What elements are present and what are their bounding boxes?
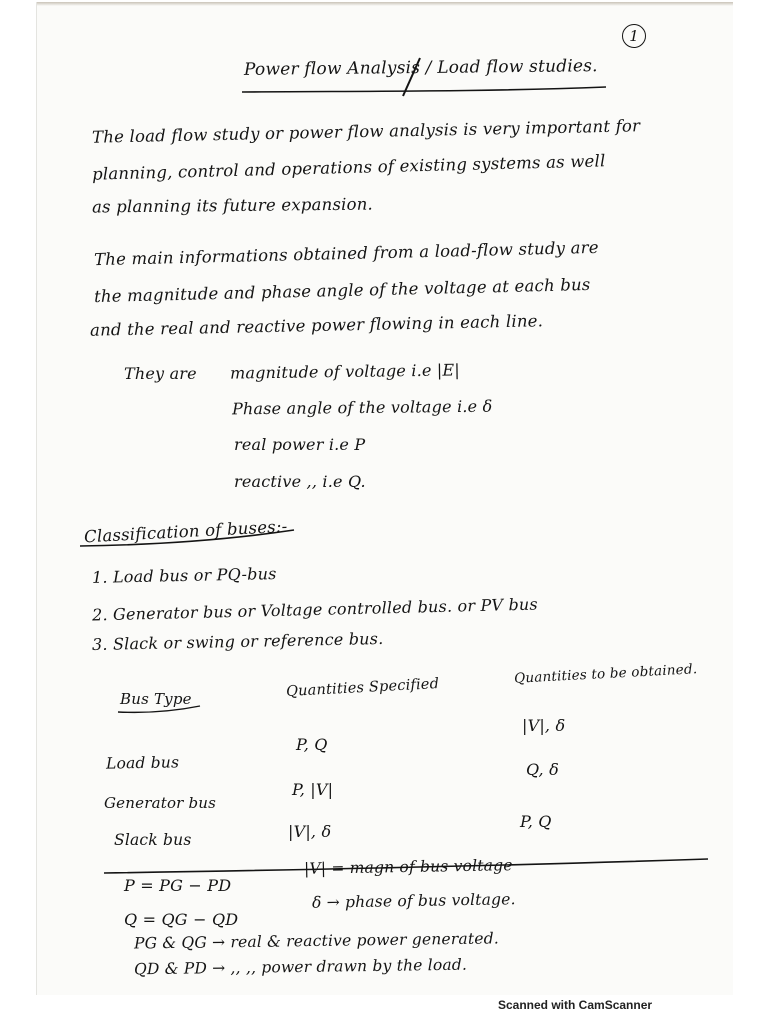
page-number: 1	[622, 24, 646, 48]
table-cell: |V|, δ	[522, 716, 566, 735]
page-title: Power flow Analysis / Load flow studies.	[243, 56, 598, 80]
intro-line-3: as planning its future expansion.	[91, 194, 374, 217]
quantity-item: real power i.e P	[234, 435, 366, 454]
table-cell: P, Q	[520, 812, 552, 831]
main-info-line-3: and the real and reactive power flowing in each line.	[89, 311, 544, 340]
intro-line-1: The load flow study or power flow analysis is very important for	[91, 116, 641, 147]
main-info-line-2: the magnitude and phase angle of the voltage at each bus	[93, 274, 591, 307]
quantity-item: magnitude of voltage i.e |E|	[229, 360, 461, 383]
quantity-item: reactive ,, i.e Q.	[234, 472, 366, 491]
equation-load: QD & PD → ,, ,, power drawn by the load.	[133, 955, 468, 979]
table-header-specified: Quantities Specified	[285, 676, 440, 700]
equation-q: Q = QG − QD	[124, 910, 239, 929]
bus-class-item: 1. Load bus or PQ-bus	[91, 564, 277, 587]
intro-line-2: planning, control and operations of existing systems as well	[91, 151, 606, 184]
table-cell: Load bus	[105, 753, 180, 773]
quantities-lead: They are	[124, 364, 197, 383]
bus-class-item: 2. Generator bus or Voltage controlled bus. or PV bus	[91, 594, 539, 625]
table-cell: P, |V|	[292, 780, 334, 799]
equation-v: |V| = magn of bus voltage	[303, 856, 513, 878]
table-cell: Generator bus	[104, 794, 217, 812]
main-info-line-1: The main informations obtained from a load-flow study are	[93, 237, 599, 270]
equation-delta: δ → phase of bus voltage.	[311, 890, 516, 912]
table-cell: Q, δ	[526, 760, 559, 779]
table-header-bus-type: Bus Type	[120, 690, 192, 708]
table-header-obtained: Quantities to be obtained.	[513, 661, 698, 687]
table-cell: |V|, δ	[288, 822, 332, 841]
bus-class-item: 3. Slack or swing or reference bus.	[91, 628, 384, 655]
quantity-item: Phase angle of the voltage i.e δ	[231, 396, 493, 419]
equation-generated: PG & QG → real & reactive power generated.	[133, 929, 500, 953]
classification-heading: Classification of buses:-	[83, 516, 288, 547]
camscanner-watermark: Scanned with CamScanner	[498, 998, 653, 1012]
table-cell: Slack bus	[114, 831, 192, 849]
table-cell: P, Q	[296, 735, 328, 754]
page-top-edge	[37, 2, 733, 6]
equation-p: P = PG − PD	[124, 876, 232, 895]
